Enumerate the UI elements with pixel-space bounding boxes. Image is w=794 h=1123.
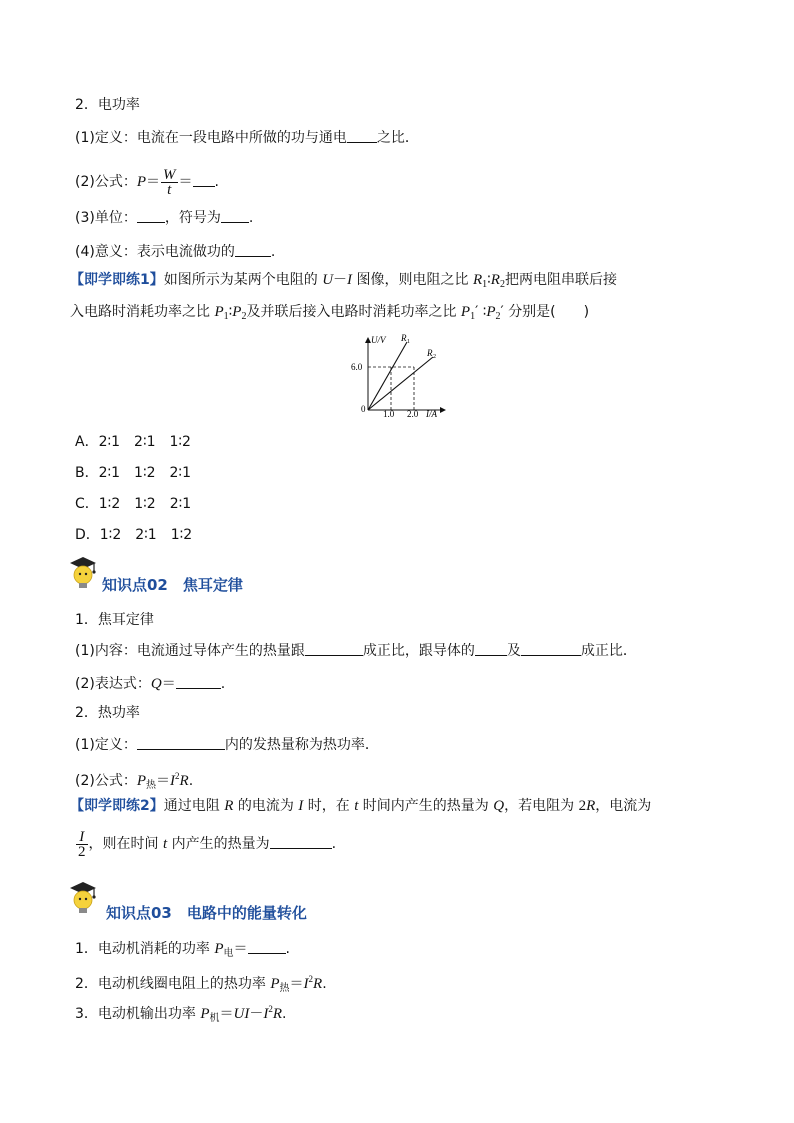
var-u: U — [322, 272, 334, 288]
subscript-electric: 电 — [223, 948, 234, 959]
exercise1-text: 把两电阻串联后接 — [504, 272, 617, 288]
unit-text: (3)单位： — [75, 210, 137, 226]
equals: ＝ — [219, 1006, 234, 1022]
minus: － — [249, 1006, 264, 1022]
line-r2 — [368, 357, 433, 410]
period: . — [220, 676, 226, 692]
exercise2-text: 通过电阻 — [163, 798, 225, 814]
var-ui: UI — [233, 1006, 250, 1022]
ratio-colon: ∶ — [482, 304, 487, 320]
origin-label: 0 — [361, 404, 366, 414]
exercise1-text: 入电路时消耗功率之比 — [70, 304, 215, 320]
answer-blank — [305, 642, 363, 656]
exercise1-text: 图像，则电阻之比 — [352, 272, 473, 288]
ratio-colon: ∶ — [228, 304, 233, 320]
exercise1-text: 如图所示为某两个电阻的 — [163, 272, 323, 288]
prime: ′ — [475, 304, 483, 320]
formula-p: P — [136, 174, 147, 190]
answer-blank — [475, 642, 507, 656]
exercise2-text: ，则在时间 — [88, 836, 163, 852]
content-text: 及 — [506, 643, 521, 659]
r2-sub: 2 — [433, 354, 436, 360]
var-p: P — [200, 1006, 210, 1022]
meaning-text: (4)意义：表示电流做功的 — [75, 244, 235, 260]
var-r2: R — [490, 272, 500, 288]
formula-eq2: ＝ — [178, 174, 193, 190]
var-t: t — [354, 798, 359, 814]
heat-power-formula-line — [75, 766, 193, 796]
prime: ′ — [500, 304, 509, 320]
coil-heat-power-line — [75, 969, 327, 999]
exercise2-line1 — [70, 796, 651, 816]
r1-label: R — [401, 333, 407, 343]
answer-blank — [193, 173, 215, 187]
subscript: 2 — [499, 279, 505, 290]
exercise2-line2 — [75, 826, 336, 862]
exercise1-line1 — [70, 270, 617, 295]
equals: ＝ — [156, 773, 171, 789]
var-r: R — [272, 1006, 283, 1022]
exercise2-text: 内产生的热量为 — [167, 836, 270, 852]
joule-content-line — [75, 641, 637, 661]
fraction-denominator: 2 — [78, 843, 86, 860]
exercise1-line2 — [70, 302, 589, 327]
dash: － — [333, 272, 348, 288]
answer-blank — [248, 940, 286, 954]
subscript: 2 — [241, 311, 247, 322]
option-c[interactable]: C．1∶2 1∶2 2∶1 — [75, 496, 192, 512]
subscript: 1 — [482, 279, 488, 290]
ui-graph — [345, 330, 455, 422]
var-i: I — [347, 272, 353, 288]
exercise1-text: 及并联后接入电路时消耗功率之比 — [246, 304, 461, 320]
motor-power-line — [75, 939, 290, 964]
fraction-numerator: W — [163, 166, 176, 183]
answer-blank — [176, 675, 221, 689]
content-text: 成正比． — [580, 643, 637, 659]
var-t: t — [162, 836, 168, 852]
meaning-line — [75, 242, 275, 262]
exercise1-tag: 【即学即练1】 — [70, 272, 164, 288]
definition-text: (1)定义： — [75, 737, 137, 753]
motor-text: 2．电动机线圈电阻上的热功率 — [75, 976, 271, 992]
formula-eq: ＝ — [146, 174, 161, 190]
option-d[interactable]: D．1∶2 2∶1 1∶2 — [75, 527, 193, 543]
option-b[interactable]: B．2∶1 1∶2 2∶1 — [75, 465, 191, 481]
exercise1-text: 分别是( ) — [508, 304, 590, 320]
unit-line — [75, 208, 253, 228]
fraction-numerator: I — [76, 830, 88, 845]
answer-blank — [137, 736, 225, 750]
coefficient: 2 — [578, 798, 587, 814]
var-p: P — [214, 941, 224, 957]
exercise2-text: 的电流为 — [233, 798, 299, 814]
knowledge-point-02-heading: 知识点02 焦耳定律 — [102, 576, 243, 594]
subscript-heat: 热 — [279, 983, 290, 994]
content-text: (1)内容：电流通过导体产生的热量跟 — [75, 643, 305, 659]
graduation-bulb-icon — [66, 555, 100, 591]
var-r: R — [179, 773, 189, 789]
period: . — [331, 836, 337, 852]
motor-text: 3．电动机输出功率 — [75, 1006, 201, 1022]
var-r: R — [313, 976, 323, 992]
definition-text: 内的发热量称为热功率． — [224, 737, 379, 753]
superscript: 2 — [268, 1004, 273, 1014]
line-r1 — [368, 342, 407, 410]
subscript-mechanical: 机 — [209, 1013, 220, 1024]
motor-output-power-line — [75, 999, 286, 1029]
ratio-colon: ∶ — [487, 272, 491, 288]
formula-end: . — [214, 174, 219, 190]
motor-text: 1．电动机消耗的功率 — [75, 941, 215, 957]
r2-label: R — [427, 348, 433, 358]
answer-blank — [137, 209, 165, 223]
var-i: I — [298, 798, 304, 814]
var-r1: R — [472, 272, 483, 288]
definition-end: 之比． — [376, 130, 419, 146]
exercise2-text: 时，在 — [303, 798, 355, 814]
subscript: 1 — [223, 311, 229, 322]
x-axis-label: I/A — [426, 409, 437, 419]
var-q: Q — [150, 676, 162, 692]
heat-power-subheading: 2．热功率 — [75, 705, 140, 721]
current-fraction — [76, 830, 88, 859]
fraction-denominator: t — [167, 181, 172, 198]
subscript: 2 — [495, 311, 501, 322]
var-i: I — [303, 976, 309, 992]
answer-blank — [521, 642, 581, 656]
var-p2: P — [232, 304, 242, 320]
var-r: R — [224, 798, 234, 814]
r1-sub: 1 — [407, 339, 410, 345]
heat-power-definition-line — [75, 735, 379, 755]
joule-law-subheading: 1．焦耳定律 — [75, 612, 154, 628]
graduation-bulb-icon — [66, 880, 100, 916]
equals: ＝ — [233, 941, 248, 957]
var-p1: P — [214, 304, 224, 320]
answer-blank — [221, 209, 249, 223]
unit-end: . — [248, 210, 254, 226]
content-text: 成正比，跟导体的 — [362, 643, 475, 659]
var-p: P — [270, 976, 280, 992]
period: . — [285, 941, 290, 957]
period: . — [322, 976, 327, 992]
answer-blank — [347, 129, 377, 143]
superscript: 2 — [175, 771, 180, 781]
exercise2-text: ，电流为 — [595, 798, 652, 814]
unit-symbol-text: ，符号为 — [164, 210, 221, 226]
section-heading-electric-power: 2．电功率 — [75, 97, 140, 113]
equals: ＝ — [161, 676, 176, 692]
formula-prefix: (2)公式： — [75, 174, 137, 190]
var-p2-prime: P — [486, 304, 496, 320]
period: . — [282, 1006, 287, 1022]
knowledge-point-03-heading: 知识点03 电路中的能量转化 — [106, 904, 307, 922]
definition-text: (1)定义：电流在一段电路中所做的功与通电 — [75, 130, 347, 146]
y-tick-label: 6.0 — [351, 362, 363, 372]
answer-blank — [270, 835, 332, 849]
var-q: Q — [493, 798, 505, 814]
var-p1-prime: P — [460, 304, 471, 320]
exercise2-text: 时间内产生的热量为 — [358, 798, 494, 814]
y-axis-label: U/V — [371, 335, 386, 345]
option-a[interactable]: A．2∶1 2∶1 1∶2 — [75, 434, 191, 450]
exercise2-text: ，若电阻为 — [504, 798, 579, 814]
var-i: I — [263, 1006, 269, 1022]
x-tick-label-1: 1.0 — [383, 409, 395, 419]
period: . — [188, 773, 194, 789]
formula-line — [75, 165, 219, 199]
definition-line — [75, 128, 419, 148]
answer-blank — [235, 243, 271, 257]
equals: ＝ — [289, 976, 304, 992]
exercise2-tag: 【即学即练2】 — [70, 798, 164, 814]
subscript: 1 — [470, 311, 476, 322]
formula-fraction — [161, 168, 178, 197]
var-i: I — [170, 773, 176, 789]
var-r: R — [586, 798, 596, 814]
superscript: 2 — [308, 974, 314, 984]
meaning-end: . — [270, 244, 276, 260]
var-p: P — [136, 773, 147, 789]
expression-text: (2)表达式： — [75, 676, 151, 692]
formula-text: (2)公式： — [75, 773, 137, 789]
subscript-heat: 热 — [146, 780, 157, 791]
x-tick-label-2: 2.0 — [407, 409, 419, 419]
joule-expression-line — [75, 674, 225, 694]
